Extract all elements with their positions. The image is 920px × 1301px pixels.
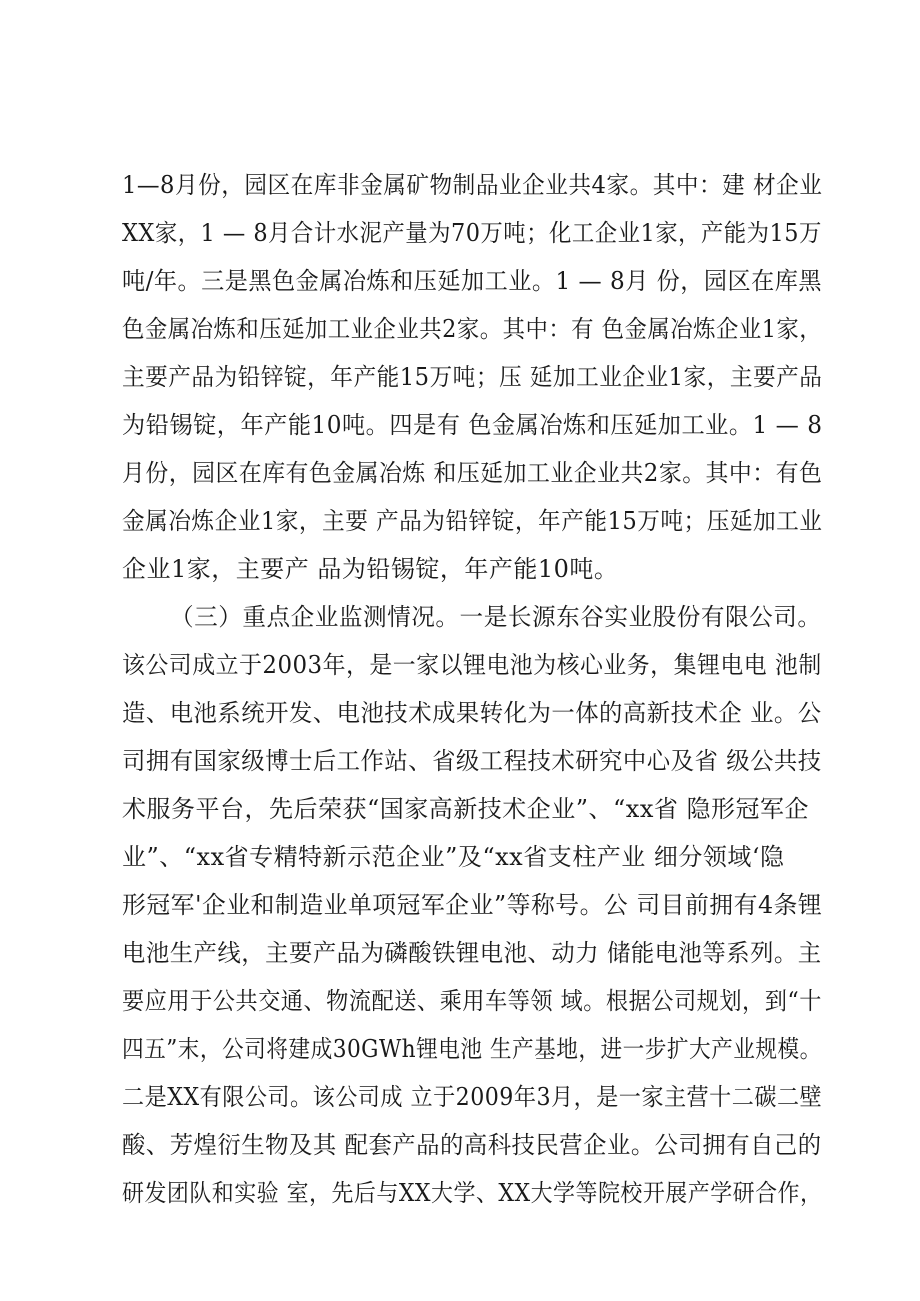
paragraph-line: 术服务平台，先后荣获“国家高新技术企业”、“xx省 隐形冠军企	[122, 795, 810, 823]
paragraph-line: 造、电池系统开发、电池技术成果转化为一体的高新技术企 业。公	[122, 699, 822, 727]
paragraph-line: 电池生产线，主要产品为磷酸铁锂电池、动力 储能电池等系列。主	[122, 939, 822, 967]
paragraph-line: 研发团队和实验 室，先后与XX大学、XX大学等院校开展产学研合作，	[122, 1179, 823, 1207]
paragraph-line: 业”、“xx省专精特新示范企业”及“xx省支柱产业 细分领域‘隐	[122, 843, 785, 871]
paragraph-line: 企业1家，主要产 品为铅锡锭，年产能10吨。	[122, 555, 619, 583]
paragraph-line: 该公司成立于2003年，是一家以锂电池为核心业务，集锂电电 池制	[122, 651, 822, 679]
paragraph-line: 金属冶炼企业1家，主要 产品为铅锌锭，年产能15万吨；压延加工业	[122, 507, 823, 535]
paragraph-line: XX家，1 — 8月合计水泥产量为70万吨；化工企业1家，产能为15万	[122, 219, 822, 247]
paragraph-line: 要应用于公共交通、物流配送、乘用车等领 域。根据公司规划，到“十	[122, 987, 822, 1015]
paragraph-line: 司拥有国家级博士后工作站、省级工程技术研究中心及省 级公共技	[122, 747, 822, 775]
paragraph-line: 月份，园区在库有色金属冶炼 和压延加工业企业共2家。其中：有色	[122, 459, 823, 487]
section-heading-line: （三）重点企业监测情况。一是长源东谷实业股份有限公司。	[170, 603, 822, 631]
paragraph-line: 为铅锡锭，年产能10吨。四是有 色金属冶炼和压延加工业。1 — 8	[122, 411, 823, 439]
paragraph-line: 色金属冶炼和压延加工业企业共2家。其中：有 色金属冶炼企业1家，	[122, 315, 823, 343]
paragraph-line: 酸、芳煌衍生物及其 配套产品的高科技民营企业。公司拥有自己的	[122, 1131, 822, 1159]
paragraph-line: 1—8月份，园区在库非金属矿物制品业企业共4家。其中：建 材企业	[122, 171, 823, 199]
paragraph-line: 二是XX有限公司。该公司成 立于2009年3月，是一家主营十二碳二壁	[122, 1083, 823, 1111]
paragraph-line: 四五”末，公司将建成30GWh锂电池 生产基地，进一步扩大产业规模。	[122, 1035, 822, 1063]
paragraph-line: 主要产品为铅锌锭，年产能15万吨；压 延加工业企业1家，主要产品	[122, 363, 823, 391]
paragraph-line: 吨/年。三是黑色金属冶炼和压延加工业。1 — 8月 份，园区在库黑	[122, 267, 823, 295]
paragraph-line: 形冠军'企业和制造业单项冠军企业”等称号。公 司目前拥有4条锂	[122, 891, 823, 919]
